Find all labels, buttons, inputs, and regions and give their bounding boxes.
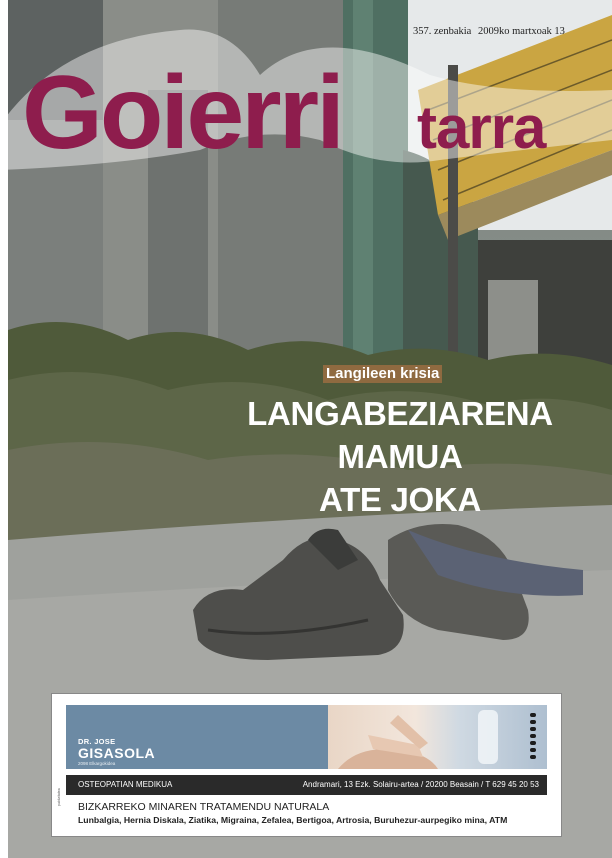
advertisement[interactable] — [51, 693, 562, 837]
logo-suffix-text: tarra — [417, 94, 546, 161]
ad-side-text: publizitatea — [57, 788, 61, 806]
ad-conditions: Lunbalgia, Hernia Diskala, Ziatika, Migraina, Zefalea, Bertigoa, Artrosia, Buruhezur-aurpegiko mina, ATM — [78, 815, 508, 825]
ad-banner — [66, 705, 547, 769]
ad-license: 2098 Elkargokidea — [78, 761, 116, 766]
ad-photo-illustration — [328, 705, 547, 769]
ad-specialty: OSTEOPATIAN MEDIKUA — [78, 780, 173, 789]
headline-line: MAMUA — [337, 438, 463, 475]
headline-line: LANGABEZIARENA — [247, 395, 553, 432]
issue-number: 357. zenbakia — [413, 26, 472, 37]
cover-headline — [200, 392, 600, 521]
issue-date: 2009ko martxoak 13 — [478, 26, 565, 37]
ad-info-bar — [66, 775, 547, 795]
logo-main-text: Goierri — [22, 55, 342, 170]
ad-name-small: DR. JOSE — [78, 737, 116, 746]
cover-kicker: Langileen krisia — [323, 365, 442, 383]
ad-doctor-name: GISASOLA — [78, 745, 156, 761]
ad-photo — [328, 705, 547, 769]
ad-treatment-title: BIZKARREKO MINAREN TRATAMENDU NATURALA — [78, 801, 330, 813]
headline-line: ATE JOKA — [318, 481, 481, 518]
ad-address: Andramari, 13 Ezk. Solairu-artea / 20200 Beasain / T 629 45 20 53 — [302, 780, 539, 789]
